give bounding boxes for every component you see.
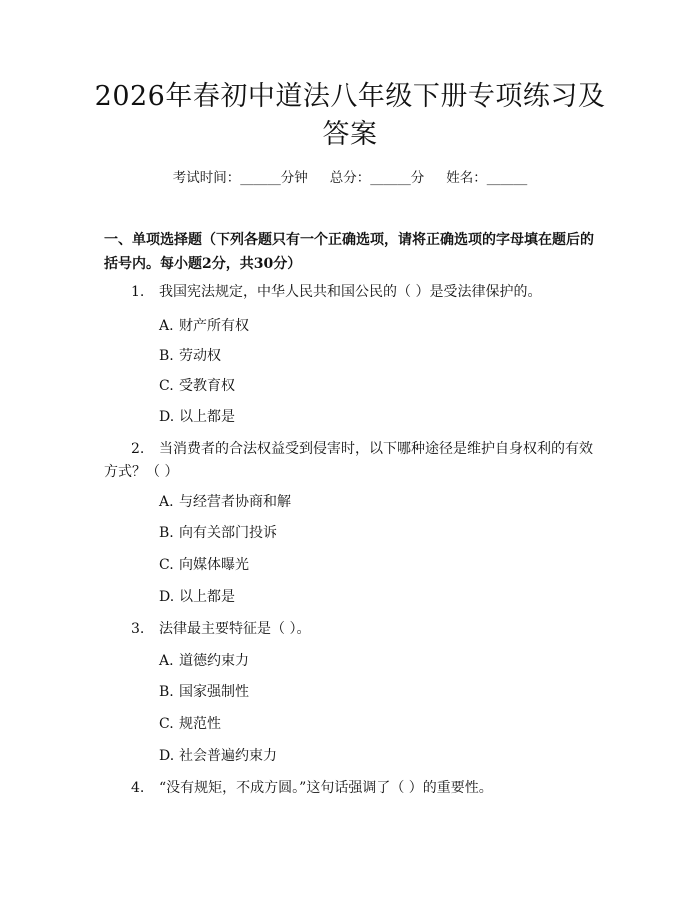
exam-info-line xyxy=(0,168,700,188)
exam-time-label: 考试时间： xyxy=(172,170,241,186)
question-text: 法律最主要特征是（ ）。 xyxy=(159,621,311,637)
option-letter: A. xyxy=(159,494,174,510)
total-score-blank: ______ xyxy=(370,170,411,186)
question-1-option-d xyxy=(159,407,235,427)
question-text: 我国宪法规定，中华人民共和国公民的（ ）是受法律保护的。 xyxy=(159,284,542,300)
option-text: 以上都是 xyxy=(179,589,235,605)
option-letter: D. xyxy=(159,748,175,764)
exam-time-unit: 分钟 xyxy=(280,170,308,186)
option-letter: B. xyxy=(159,525,174,541)
option-text: 劳动权 xyxy=(179,348,221,364)
option-letter: A. xyxy=(159,318,174,334)
section-1-header: 一、单项选择题（下列各题只有一个正确选项，请将正确选项的字母填在题后的括号内。每小题2分，共30分） xyxy=(104,232,594,272)
option-text: 国家强制性 xyxy=(179,684,249,700)
option-letter: B. xyxy=(159,684,174,700)
name-field xyxy=(446,168,527,188)
exam-time-field xyxy=(173,168,308,188)
option-letter: C. xyxy=(159,378,174,394)
option-letter: C. xyxy=(159,557,174,573)
name-label: 姓名： xyxy=(446,170,487,186)
option-letter: D. xyxy=(159,589,175,605)
question-2-option-c xyxy=(159,555,249,575)
question-3-option-b xyxy=(159,682,249,702)
question-4 xyxy=(104,777,604,800)
option-text: 规范性 xyxy=(179,716,221,732)
option-text: 受教育权 xyxy=(179,378,235,394)
option-text: 与经营者协商和解 xyxy=(179,494,291,510)
option-letter: B. xyxy=(159,348,174,364)
question-3-option-c xyxy=(159,714,221,734)
option-text: 向有关部门投诉 xyxy=(179,525,277,541)
question-text: “没有规矩，不成方圆。”这句话强调了（ ）的重要性。 xyxy=(159,780,493,796)
question-2-option-d xyxy=(159,587,235,607)
question-3-option-d xyxy=(159,746,277,766)
total-score-unit: 分 xyxy=(410,170,425,186)
question-2 xyxy=(104,438,604,484)
question-3-option-a xyxy=(159,651,249,671)
question-1-option-c xyxy=(159,376,235,396)
question-number: 3. xyxy=(131,621,145,637)
question-number: 2. xyxy=(131,441,145,457)
question-number: 4. xyxy=(131,780,145,796)
option-text: 道德约束力 xyxy=(179,653,249,669)
option-letter: D. xyxy=(159,409,175,425)
option-text: 向媒体曝光 xyxy=(179,557,249,573)
option-letter: A. xyxy=(159,653,174,669)
option-text: 社会普遍约束力 xyxy=(179,748,277,764)
document-title: 2026年春初中道法八年级下册专项练习及答案 xyxy=(94,81,606,150)
name-blank: ______ xyxy=(486,170,528,186)
question-1-option-a xyxy=(159,316,249,336)
exam-time-blank: ______ xyxy=(240,170,281,186)
total-score-field xyxy=(330,168,425,188)
question-3 xyxy=(104,618,604,641)
question-2-option-b xyxy=(159,523,277,543)
option-text: 财产所有权 xyxy=(179,318,249,334)
question-1 xyxy=(104,281,604,304)
option-text: 以上都是 xyxy=(179,409,235,425)
question-text: 当消费者的合法权益受到侵害时，以下哪种途径是维护自身权利的有效方式？（ ） xyxy=(104,441,593,480)
question-2-option-a xyxy=(159,492,291,512)
question-number: 1. xyxy=(131,284,145,300)
option-letter: C. xyxy=(159,716,174,732)
total-score-label: 总分： xyxy=(329,170,371,186)
question-1-option-b xyxy=(159,346,221,366)
